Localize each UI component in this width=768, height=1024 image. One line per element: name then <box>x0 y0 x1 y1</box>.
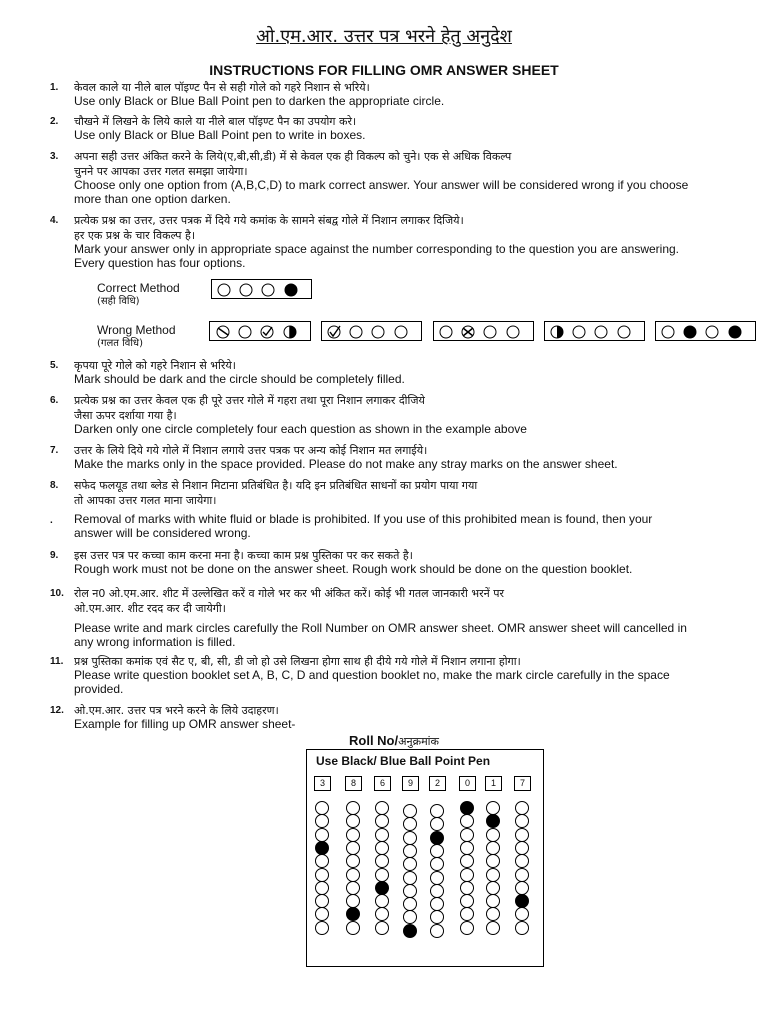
roll-bubble-empty <box>316 895 329 908</box>
roll-bubble-empty <box>316 815 329 828</box>
roll-bubble-empty <box>516 882 529 895</box>
roll-bubble-empty <box>376 829 389 842</box>
roll-bubble-empty <box>316 882 329 895</box>
roll-bubble-empty <box>516 829 529 842</box>
instruction-hindi-line: ओ.एम.आर. उत्तर पत्र भरने करने के लिये उदाहरण। <box>74 704 279 717</box>
instruction-number: 2. <box>50 116 59 127</box>
roll-bubble-empty <box>404 818 417 831</box>
roll-bubble-empty <box>461 895 474 908</box>
wrong-bubbles-3 <box>434 322 533 340</box>
wrong-method-box-1 <box>209 321 311 341</box>
roll-bubble-empty <box>316 855 329 868</box>
instruction-body <box>74 80 744 109</box>
bubble-filled <box>729 326 741 338</box>
roll-bubble-filled <box>404 925 417 938</box>
roll-bubble-empty <box>316 829 329 842</box>
instruction-body <box>74 393 744 437</box>
roll-bubble-empty <box>404 885 417 898</box>
roll-bubble-empty <box>516 802 529 815</box>
roll-bubble-filled <box>431 832 444 845</box>
roll-no-title <box>349 733 439 749</box>
instruction-number: 10. <box>50 588 64 599</box>
instruction-number: . <box>50 515 53 526</box>
slash-mark <box>218 328 228 335</box>
instruction-body <box>74 478 744 508</box>
roll-bubble-filled <box>487 815 500 828</box>
instruction-body <box>74 443 744 472</box>
roll-bubble-empty <box>461 829 474 842</box>
roll-bubble-empty <box>431 872 444 885</box>
roll-bubble-empty <box>487 882 500 895</box>
correct-bubbles <box>212 280 311 298</box>
roll-bubble-empty <box>347 869 360 882</box>
instruction-english-line: provided. <box>74 681 124 696</box>
wrong-bubbles-1 <box>210 322 310 340</box>
roll-bubble-empty <box>404 911 417 924</box>
instruction-number: 8. <box>50 480 59 491</box>
instruction-hindi-line: इस उत्तर पत्र पर कच्चा काम करना मना है। कच्चा काम प्रश्न पुस्तिका पर कर सकते है। <box>74 549 413 562</box>
roll-digit-box: 2 <box>429 776 446 791</box>
instruction-number: 11. <box>50 656 64 667</box>
bubble-empty <box>240 284 252 296</box>
wrong-method-box-4 <box>544 321 645 341</box>
instruction-number: 6. <box>50 395 59 406</box>
instruction-english-line: Every question has four options. <box>74 255 246 270</box>
wrong-bubbles-4 <box>545 322 644 340</box>
wrong-method-box-5 <box>655 321 756 341</box>
bubble-empty <box>218 284 230 296</box>
roll-bubble-empty <box>461 922 474 935</box>
roll-digit-box: 1 <box>485 776 502 791</box>
roll-bubble-empty <box>516 908 529 921</box>
roll-bubble-empty <box>461 855 474 868</box>
roll-digit-box: 0 <box>459 776 476 791</box>
instruction-number: 1. <box>50 82 59 93</box>
instruction-hindi-line: चौखने में लिखने के लिये काले या नीले बाल पॉइण्ट पैन का उपयोग करे। <box>74 115 357 128</box>
roll-bubble-empty <box>347 882 360 895</box>
roll-bubble-empty <box>376 922 389 935</box>
roll-bubble-empty <box>487 855 500 868</box>
bubble-empty <box>484 326 496 338</box>
title-hindi: ओ.एम.आर. उत्तर पत्र भरने हेतु अनुदेश <box>256 26 512 47</box>
wrong-method-label <box>97 323 176 351</box>
roll-no-subtitle: Use Black/ Blue Ball Point Pen <box>316 754 491 768</box>
roll-bubble-empty <box>347 802 360 815</box>
roll-bubble-empty <box>431 818 444 831</box>
roll-digit-box: 8 <box>345 776 362 791</box>
tick-mark <box>330 326 340 336</box>
roll-bubble-filled <box>347 908 360 921</box>
instruction-english-line: Please write and mark circles carefully the Roll Number on OMR answer sheet. OMR answer sheet will cancelled in <box>74 621 687 635</box>
instruction-hindi-line: प्रत्येक प्रश्न का उत्तर केवल एक ही पूरे उत्तर गोले में गहरा तथा पूरा निशान लगाकर दीजिये <box>74 394 425 407</box>
bubble-filled <box>285 284 297 296</box>
instruction-body <box>74 654 744 696</box>
instruction-hindi-line: अपना सही उत्तर अंकित करने के लिये(ए,बी,सी,डी) में से केवल एक ही विकल्प को चुने। एक से अधिक विकल्प <box>74 150 512 163</box>
roll-bubble-empty <box>347 922 360 935</box>
instruction-body <box>74 586 744 649</box>
instruction-hindi-line: प्रत्येक प्रश्न का उत्तर, उत्तर पत्रक में दिये गये कमांक के सामने संबद्व गोले में निशान लगाकर दिजिये। <box>74 214 464 227</box>
instruction-body <box>74 703 744 732</box>
instruction-english-line: Make the marks only in the space provided. Please do not make any stray marks on the answer sheet. <box>74 457 618 471</box>
wrong-method-hindi: (गलत विधि) <box>97 338 143 349</box>
bubble-empty <box>595 326 607 338</box>
roll-bubble-empty <box>376 842 389 855</box>
roll-bubble-empty <box>347 855 360 868</box>
roll-bubble-empty <box>347 829 360 842</box>
roll-bubble-filled <box>461 802 474 815</box>
instruction-english-line: Rough work must not be done on the answer sheet. Rough work should be done on the question booklet. <box>74 562 633 576</box>
title-english: INSTRUCTIONS FOR FILLING OMR ANSWER SHEET <box>209 62 559 78</box>
bubble-empty <box>350 326 362 338</box>
instruction-body <box>74 548 744 577</box>
roll-bubble-empty <box>404 898 417 911</box>
roll-bubble-empty <box>431 885 444 898</box>
wrong-bubbles-5 <box>656 322 755 340</box>
roll-bubble-empty <box>461 869 474 882</box>
roll-bubble-empty <box>404 832 417 845</box>
wrong-bubbles-2 <box>322 322 421 340</box>
roll-bubble-empty <box>316 869 329 882</box>
instruction-body <box>74 513 744 540</box>
roll-bubble-filled <box>316 842 329 855</box>
roll-bubble-empty <box>316 922 329 935</box>
roll-bubble-empty <box>461 908 474 921</box>
instruction-number: 5. <box>50 360 59 371</box>
roll-bubble-empty <box>431 845 444 858</box>
wrong-method-text: Wrong Method <box>97 323 176 337</box>
roll-bubble-empty <box>487 829 500 842</box>
instruction-hindi-line: जैसा ऊपर दर्शाया गया है। <box>74 409 177 422</box>
instruction-number: 9. <box>50 550 59 561</box>
bubble-empty <box>262 284 274 296</box>
roll-bubble-empty <box>376 855 389 868</box>
roll-bubble-empty <box>487 842 500 855</box>
roll-bubble-empty <box>516 815 529 828</box>
bubble-empty <box>573 326 585 338</box>
roll-bubble-empty <box>431 911 444 924</box>
bubble-empty <box>372 326 384 338</box>
roll-bubble-filled <box>376 882 389 895</box>
roll-bubble-empty <box>516 842 529 855</box>
roll-bubble-empty <box>487 908 500 921</box>
roll-bubble-empty <box>487 869 500 882</box>
roll-bubble-empty <box>347 842 360 855</box>
instruction-hindi-line: सफेद फलयूड तथा ब्लेड से निशान मिटाना प्रतिबंधित है। यदि इन प्रतिबंधित साधनों का प्रयोग पाया गया <box>74 479 478 492</box>
roll-bubble-empty <box>404 845 417 858</box>
instruction-number: 12. <box>50 705 64 716</box>
wrong-method-box-2 <box>321 321 422 341</box>
roll-bubble-empty <box>376 869 389 882</box>
roll-bubble-empty <box>347 895 360 908</box>
roll-bubble-empty <box>404 858 417 871</box>
bubble-empty <box>706 326 718 338</box>
instruction-hindi-line: केवल काले या नीले बाल पॉइण्ट पैन से सही गोले को गहरे निशान से भरिये। <box>74 81 370 94</box>
instruction-number: 7. <box>50 445 59 456</box>
instruction-number: 3. <box>50 151 59 162</box>
bubble-empty <box>618 326 630 338</box>
half-fill <box>557 326 563 338</box>
roll-bubble-empty <box>347 815 360 828</box>
instruction-english-line: Please write question booklet set A, B, C, D and question booklet no, make the mark circle carefully in the space <box>74 668 670 682</box>
instruction-hindi-line: हर एक प्रश्न के चार विकल्प है। <box>74 229 196 242</box>
roll-bubble-empty <box>487 922 500 935</box>
roll-bubble-empty <box>376 815 389 828</box>
instruction-hindi-line: प्रश्न पुस्तिका कमांक एवं सैट ए, बी, सी, डी जो हो उसे लिखना होगा साथ ही दीये गये गोले में निशान लगाना होगा। <box>74 655 521 668</box>
roll-digit-box: 7 <box>514 776 531 791</box>
correct-method-text: Correct Method <box>97 281 180 295</box>
instruction-english-line: Use only Black or Blue Ball Point pen to write in boxes. <box>74 128 366 142</box>
bubble-empty <box>395 326 407 338</box>
instruction-hindi-line: ओ.एम.आर. शीट रदद कर दी जायेगी। <box>74 602 226 615</box>
instruction-english-line: more than one option darken. <box>74 191 231 206</box>
roll-bubble-empty <box>516 855 529 868</box>
roll-digit-box: 3 <box>314 776 331 791</box>
roll-bubble-empty <box>461 882 474 895</box>
roll-bubble-empty <box>461 815 474 828</box>
correct-method-label <box>97 281 180 309</box>
instruction-english-line: Mark should be dark and the circle should be completely filled. <box>74 372 405 386</box>
roll-bubble-empty <box>316 802 329 815</box>
instruction-english-line: Removal of marks with white fluid or blade is prohibited. If you use of this prohibited mean is found, then your <box>74 512 653 526</box>
instruction-body <box>74 114 744 143</box>
roll-bubble-grid <box>306 795 544 955</box>
instruction-body <box>74 213 744 270</box>
instruction-english-line: Example for filling up OMR answer sheet- <box>74 717 296 731</box>
instruction-body <box>74 358 744 387</box>
roll-bubble-empty <box>431 858 444 871</box>
roll-bubble-empty <box>431 925 444 938</box>
roll-bubble-empty <box>404 872 417 885</box>
bubble-empty <box>507 326 519 338</box>
instruction-english-line: any wrong information is filled. <box>74 634 236 649</box>
roll-bubble-empty <box>431 805 444 818</box>
roll-bubble-empty <box>461 842 474 855</box>
bubble-empty <box>662 326 674 338</box>
roll-no-title-hindi: अनुक्रमांक <box>398 735 439 748</box>
instruction-english-line: Mark your answer only in appropriate space against the number corresponding to the question you are answering. <box>74 242 680 256</box>
instruction-english-line: answer will be considered wrong. <box>74 525 251 540</box>
roll-digit-box: 9 <box>402 776 419 791</box>
roll-bubble-empty <box>516 869 529 882</box>
wrong-method-box-3 <box>433 321 534 341</box>
roll-bubble-empty <box>431 898 444 911</box>
correct-method-hindi: (सही विधि) <box>97 296 140 307</box>
roll-bubble-empty <box>316 908 329 921</box>
bubble-empty <box>440 326 452 338</box>
roll-bubble-empty <box>376 908 389 921</box>
instruction-number: 4. <box>50 215 59 226</box>
instruction-body <box>74 149 744 206</box>
tick-mark <box>263 327 272 335</box>
roll-bubble-empty <box>376 802 389 815</box>
half-fill <box>290 326 296 338</box>
roll-bubble-empty <box>376 895 389 908</box>
instruction-english-line: Choose only one option from (A,B,C,D) to mark correct answer. Your answer will be considered wrong if you choose <box>74 178 689 192</box>
roll-bubble-filled <box>516 895 529 908</box>
instruction-hindi-line: चुनने पर आपका उत्तर गलत समझा जायेगा। <box>74 165 248 178</box>
instruction-hindi-line: रोल न0 ओ.एम.आर. शीट में उल्लेखित करें व गोले भर कर भी अंकित करें। कोई भी गतल जानकारी भरनें पर <box>74 587 504 600</box>
instruction-hindi-line: कृपया पूरे गोले को गहरे निशान से भरिये। <box>74 359 236 372</box>
instruction-english-line: Use only Black or Blue Ball Point pen to darken the appropriate circle. <box>74 94 445 108</box>
roll-bubble-empty <box>404 805 417 818</box>
roll-bubble-empty <box>516 922 529 935</box>
instruction-english-line: Darken only one circle completely four each question as shown in the example above <box>74 422 527 436</box>
instruction-hindi-line: उत्तर के लिये दिये गये गोले में निशान लगाये उत्तर पत्रक पर अन्य कोई निशान मत लगाईये। <box>74 444 428 457</box>
bubble-empty <box>239 326 251 338</box>
roll-bubble-empty <box>487 895 500 908</box>
roll-digit-box: 6 <box>374 776 391 791</box>
correct-method-box <box>211 279 312 299</box>
roll-no-title-en: Roll No/ <box>349 733 399 748</box>
instruction-hindi-line: तो आपका उत्तर गलत माना जायेगा। <box>74 494 217 507</box>
roll-bubble-empty <box>487 802 500 815</box>
bubble-filled <box>684 326 696 338</box>
